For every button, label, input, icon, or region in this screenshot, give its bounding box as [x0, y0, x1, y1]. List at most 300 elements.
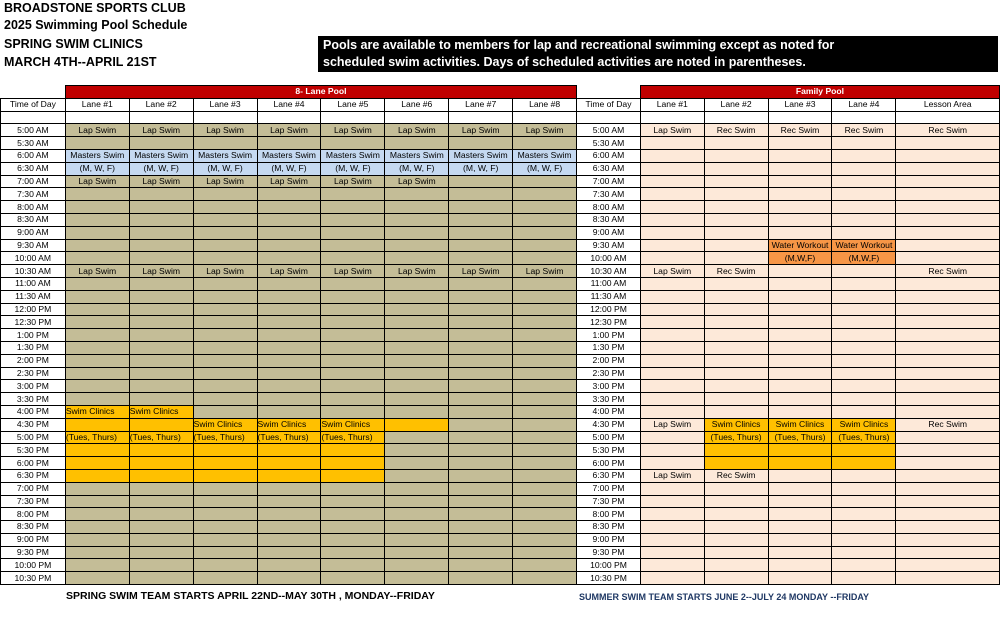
- time-cell: 1:00 PM: [1, 329, 66, 342]
- family-lane-cell: [768, 290, 832, 303]
- lane-cell: [257, 380, 321, 393]
- lane-cell: [193, 239, 257, 252]
- family-lane-cell: [704, 508, 768, 521]
- lane-cell: (Tues, Thurs): [257, 431, 321, 444]
- blank-cell: [321, 111, 385, 124]
- lane-cell: [321, 277, 385, 290]
- lane-cell: [65, 533, 129, 546]
- schedule-table: [0, 85, 1000, 585]
- lane-cell: Lap Swim: [321, 175, 385, 188]
- schedule-row: [1, 572, 1000, 585]
- family-lane-cell: [704, 162, 768, 175]
- lane-cell: [385, 405, 449, 418]
- family-lane-cell: [704, 380, 768, 393]
- lane-cell: [321, 239, 385, 252]
- schedule-row: [1, 188, 1000, 201]
- lane-cell: [449, 572, 513, 585]
- family-lane-cell: [640, 495, 704, 508]
- family-lane-cell: [640, 482, 704, 495]
- lane-cell: [257, 316, 321, 329]
- time-cell: 8:00 AM: [577, 201, 641, 214]
- time-cell: 1:30 PM: [577, 341, 641, 354]
- time-cell: 3:30 PM: [577, 393, 641, 406]
- lane-cell: [449, 444, 513, 457]
- lane-cell: [513, 252, 577, 265]
- family-lane-cell: Rec Swim: [704, 265, 768, 278]
- lane-cell: [129, 508, 193, 521]
- family-lane-cell: [896, 201, 1000, 214]
- lane-cell: [449, 457, 513, 470]
- time-cell: 9:00 PM: [577, 533, 641, 546]
- lane-header: Lane #1: [65, 98, 129, 111]
- family-lane-cell: [896, 316, 1000, 329]
- family-lane-cell: Rec Swim: [896, 418, 1000, 431]
- schedule-row: [1, 303, 1000, 316]
- lane-cell: [385, 380, 449, 393]
- time-cell: 7:00 AM: [577, 175, 641, 188]
- lane-cell: [321, 482, 385, 495]
- date-range: MARCH 4TH--APRIL 21ST: [4, 55, 157, 69]
- family-lane-header: Lane #2: [704, 98, 768, 111]
- family-lane-cell: [896, 329, 1000, 342]
- lane-cell: [129, 469, 193, 482]
- lane-cell: [129, 277, 193, 290]
- lane-cell: [513, 380, 577, 393]
- lane-cell: [385, 213, 449, 226]
- family-lane-cell: [704, 354, 768, 367]
- lane-cell: [257, 341, 321, 354]
- lane-cell: [257, 508, 321, 521]
- time-cell: 3:00 PM: [1, 380, 66, 393]
- lane-cell: [385, 252, 449, 265]
- lane-cell: [385, 469, 449, 482]
- schedule-title: 2025 Swimming Pool Schedule: [4, 18, 188, 32]
- family-lane-cell: [832, 175, 896, 188]
- family-lane-cell: [768, 226, 832, 239]
- lane-cell: [449, 469, 513, 482]
- family-lane-cell: [640, 290, 704, 303]
- family-lane-cell: [832, 290, 896, 303]
- schedule-row: [1, 444, 1000, 457]
- lane-cell: [193, 380, 257, 393]
- lane-cell: Lap Swim: [129, 124, 193, 137]
- family-lane-cell: [640, 329, 704, 342]
- lane-header: Lane #6: [385, 98, 449, 111]
- family-lane-cell: [704, 559, 768, 572]
- lane-cell: Lap Swim: [193, 124, 257, 137]
- lane-cell: [257, 405, 321, 418]
- lane-cell: Masters Swim: [321, 149, 385, 162]
- family-lane-cell: [896, 137, 1000, 150]
- lane-cell: Lap Swim: [513, 124, 577, 137]
- lane-cell: [257, 354, 321, 367]
- lane-cell: [257, 290, 321, 303]
- lane-cell: Swim Clinics: [65, 405, 129, 418]
- lane-cell: [449, 482, 513, 495]
- schedule-row: [1, 329, 1000, 342]
- family-lane-cell: [832, 572, 896, 585]
- lane-cell: [449, 239, 513, 252]
- lane-header: Lane #3: [193, 98, 257, 111]
- lane-cell: [385, 137, 449, 150]
- schedule-row: [1, 354, 1000, 367]
- blank-cell: [704, 111, 768, 124]
- time-cell: 7:30 PM: [577, 495, 641, 508]
- family-lane-cell: [832, 508, 896, 521]
- lane-cell: [385, 482, 449, 495]
- lane-cell: [129, 329, 193, 342]
- lane-cell: [129, 252, 193, 265]
- time-cell: 12:00 PM: [1, 303, 66, 316]
- family-lane-cell: [768, 162, 832, 175]
- lane-cell: [129, 444, 193, 457]
- lane-cell: [65, 393, 129, 406]
- notice-line-1: Pools are available to members for lap and recreational swimming except as noted for: [323, 38, 835, 52]
- family-lane-cell: (Tues, Thurs): [768, 431, 832, 444]
- family-lane-cell: [832, 405, 896, 418]
- time-cell: 8:30 AM: [577, 213, 641, 226]
- family-lane-cell: [640, 405, 704, 418]
- family-lane-cell: [704, 290, 768, 303]
- family-lane-cell: [832, 482, 896, 495]
- lane-cell: [65, 290, 129, 303]
- family-lane-cell: [768, 546, 832, 559]
- time-cell: 9:30 AM: [1, 239, 66, 252]
- lane-cell: [65, 572, 129, 585]
- lane-cell: [321, 137, 385, 150]
- family-lane-cell: [896, 559, 1000, 572]
- time-cell: 5:00 AM: [577, 124, 641, 137]
- lane-cell: [193, 482, 257, 495]
- lane-cell: [129, 201, 193, 214]
- lane-cell: [513, 469, 577, 482]
- lane-cell: [193, 367, 257, 380]
- schedule-row: [1, 380, 1000, 393]
- family-lane-header: Lane #3: [768, 98, 832, 111]
- lane-cell: (Tues, Thurs): [321, 431, 385, 444]
- blank-cell: [640, 111, 704, 124]
- lane-cell: [449, 341, 513, 354]
- lane-cell: [257, 457, 321, 470]
- lane-cell: (M, W, F): [513, 162, 577, 175]
- lane-cell: [513, 277, 577, 290]
- lane-cell: [449, 533, 513, 546]
- family-lane-cell: [832, 469, 896, 482]
- lane-cell: [385, 508, 449, 521]
- family-lane-cell: [640, 521, 704, 534]
- lane-cell: [193, 226, 257, 239]
- family-lane-cell: [896, 508, 1000, 521]
- family-lane-cell: [896, 213, 1000, 226]
- time-cell: 6:30 AM: [1, 162, 66, 175]
- lane-cell: [449, 188, 513, 201]
- lane-cell: [449, 521, 513, 534]
- lane-cell: [513, 137, 577, 150]
- family-lane-cell: [768, 329, 832, 342]
- lane-cell: (M, W, F): [193, 162, 257, 175]
- family-lane-cell: [640, 188, 704, 201]
- family-lane-cell: (Tues, Thurs): [832, 431, 896, 444]
- lane-cell: [321, 444, 385, 457]
- lane-cell: [449, 252, 513, 265]
- lane-cell: [257, 393, 321, 406]
- time-cell: 3:30 PM: [1, 393, 66, 406]
- schedule-row: [1, 226, 1000, 239]
- family-lane-cell: Water Workout: [768, 239, 832, 252]
- lane-cell: Lap Swim: [449, 265, 513, 278]
- lane-header: Lane #4: [257, 98, 321, 111]
- time-cell: 7:30 AM: [1, 188, 66, 201]
- family-lane-cell: [832, 226, 896, 239]
- lane-cell: [385, 572, 449, 585]
- time-cell: 5:30 PM: [1, 444, 66, 457]
- lane-cell: [385, 277, 449, 290]
- family-lane-cell: [768, 277, 832, 290]
- lane-cell: [257, 226, 321, 239]
- lane-cell: [129, 316, 193, 329]
- time-cell: 7:30 PM: [1, 495, 66, 508]
- lane-cell: [513, 405, 577, 418]
- time-cell: 11:30 AM: [577, 290, 641, 303]
- lane-cell: [193, 201, 257, 214]
- lane-cell: [385, 341, 449, 354]
- time-cell: 6:00 AM: [1, 149, 66, 162]
- schedule-row: [1, 508, 1000, 521]
- blank-cell: [449, 111, 513, 124]
- lane-cell: [321, 469, 385, 482]
- lane-cell: [385, 393, 449, 406]
- lane-cell: [321, 303, 385, 316]
- time-cell: 11:00 AM: [1, 277, 66, 290]
- family-lane-cell: [768, 521, 832, 534]
- lane-cell: [513, 201, 577, 214]
- spring-team-note: SPRING SWIM TEAM STARTS APRIL 22ND--MAY 30TH , MONDAY--FRIDAY: [66, 590, 435, 602]
- blank-cell: [577, 111, 641, 124]
- lane-cell: [513, 431, 577, 444]
- family-lane-cell: [640, 239, 704, 252]
- family-lane-cell: [832, 188, 896, 201]
- lane-cell: Lap Swim: [257, 175, 321, 188]
- lane-cell: [257, 572, 321, 585]
- lane-cell: [65, 469, 129, 482]
- lane-cell: [65, 354, 129, 367]
- spacer-cell: [577, 86, 641, 99]
- lane-cell: [321, 213, 385, 226]
- schedule-row: [1, 124, 1000, 137]
- lane-cell: [129, 303, 193, 316]
- schedule-row: [1, 149, 1000, 162]
- family-lane-cell: [832, 457, 896, 470]
- lane-cell: Lap Swim: [129, 265, 193, 278]
- lane-cell: [65, 341, 129, 354]
- lane-cell: [449, 495, 513, 508]
- time-cell: 4:00 PM: [577, 405, 641, 418]
- family-lane-cell: [640, 226, 704, 239]
- family-lane-cell: [768, 482, 832, 495]
- family-lane-cell: [896, 380, 1000, 393]
- family-lane-cell: [640, 457, 704, 470]
- time-cell: 3:00 PM: [577, 380, 641, 393]
- family-lane-cell: [768, 137, 832, 150]
- family-lane-cell: (Tues, Thurs): [704, 431, 768, 444]
- lane-cell: Masters Swim: [449, 149, 513, 162]
- family-lane-cell: [704, 252, 768, 265]
- schedule-row: [1, 137, 1000, 150]
- time-cell: 10:30 AM: [1, 265, 66, 278]
- family-lane-cell: Rec Swim: [832, 124, 896, 137]
- lane-cell: [129, 418, 193, 431]
- lane-cell: [385, 444, 449, 457]
- time-cell: 8:00 AM: [1, 201, 66, 214]
- family-lane-cell: [896, 393, 1000, 406]
- time-cell: 5:30 AM: [1, 137, 66, 150]
- lane-cell: [321, 546, 385, 559]
- family-lane-cell: [704, 137, 768, 150]
- lane-cell: Swim Clinics: [129, 405, 193, 418]
- family-lane-cell: [704, 341, 768, 354]
- lane-cell: [385, 329, 449, 342]
- lane-cell: [513, 367, 577, 380]
- lane-cell: [193, 290, 257, 303]
- lane-cell: [65, 521, 129, 534]
- family-lane-cell: Swim Clinics: [704, 418, 768, 431]
- lane-cell: [65, 495, 129, 508]
- lane-cell: (Tues, Thurs): [193, 431, 257, 444]
- family-lane-cell: [640, 572, 704, 585]
- lane-cell: [257, 188, 321, 201]
- lane-cell: [513, 213, 577, 226]
- club-name: BROADSTONE SPORTS CLUB: [4, 1, 186, 15]
- family-lane-header: Lesson Area: [896, 98, 1000, 111]
- lane-cell: [321, 533, 385, 546]
- schedule-row: [1, 277, 1000, 290]
- family-lane-cell: [896, 149, 1000, 162]
- blank-cell: [1, 111, 66, 124]
- family-lane-cell: [640, 367, 704, 380]
- lane-cell: [193, 137, 257, 150]
- time-cell: 12:00 PM: [577, 303, 641, 316]
- family-lane-cell: [704, 495, 768, 508]
- family-lane-cell: [768, 354, 832, 367]
- lane-cell: [257, 239, 321, 252]
- time-cell: 11:30 AM: [1, 290, 66, 303]
- time-cell: 12:30 PM: [1, 316, 66, 329]
- lane-cell: (Tues, Thurs): [129, 431, 193, 444]
- family-pool-title: Family Pool: [640, 86, 999, 99]
- family-lane-cell: [704, 444, 768, 457]
- family-lane-cell: [640, 175, 704, 188]
- family-lane-cell: [768, 380, 832, 393]
- schedule-row: [1, 201, 1000, 214]
- family-lane-cell: [704, 533, 768, 546]
- family-lane-cell: [832, 265, 896, 278]
- family-lane-cell: [704, 367, 768, 380]
- family-lane-cell: [640, 341, 704, 354]
- time-cell: 11:00 AM: [577, 277, 641, 290]
- lane-cell: [193, 213, 257, 226]
- time-cell: 2:00 PM: [577, 354, 641, 367]
- family-lane-cell: [704, 393, 768, 406]
- family-lane-cell: [704, 149, 768, 162]
- family-lane-cell: Rec Swim: [704, 124, 768, 137]
- family-lane-cell: [768, 341, 832, 354]
- time-cell: 2:00 PM: [1, 354, 66, 367]
- time-cell: 2:30 PM: [577, 367, 641, 380]
- lane-cell: (M, W, F): [257, 162, 321, 175]
- family-lane-cell: [896, 469, 1000, 482]
- family-lane-cell: [832, 341, 896, 354]
- lane-cell: [129, 521, 193, 534]
- lane-cell: (M, W, F): [65, 162, 129, 175]
- family-lane-cell: [768, 367, 832, 380]
- family-lane-cell: [640, 277, 704, 290]
- schedule-row: [1, 495, 1000, 508]
- family-lane-cell: Lap Swim: [640, 469, 704, 482]
- lane-cell: [257, 329, 321, 342]
- family-lane-cell: [896, 226, 1000, 239]
- lane-header: Lane #7: [449, 98, 513, 111]
- lane-cell: [65, 226, 129, 239]
- time-cell: 1:00 PM: [577, 329, 641, 342]
- lane-cell: Swim Clinics: [193, 418, 257, 431]
- notice-line-2: scheduled swim activities. Days of scheduled activities are noted in parentheses.: [323, 55, 806, 69]
- family-lane-cell: [832, 201, 896, 214]
- family-lane-cell: [640, 380, 704, 393]
- blank-cell: [193, 111, 257, 124]
- family-lane-cell: [704, 226, 768, 239]
- lane-cell: [321, 495, 385, 508]
- schedule-row: [1, 367, 1000, 380]
- lane-cell: [193, 508, 257, 521]
- lane-cell: [449, 316, 513, 329]
- schedule-row: [1, 469, 1000, 482]
- family-lane-cell: [640, 393, 704, 406]
- lane-cell: [385, 418, 449, 431]
- lane-cell: [385, 201, 449, 214]
- lane-cell: [449, 303, 513, 316]
- lane-cell: [385, 546, 449, 559]
- family-lane-cell: [896, 162, 1000, 175]
- family-lane-header: Lane #4: [832, 98, 896, 111]
- family-lane-cell: [832, 393, 896, 406]
- lane-cell: [257, 482, 321, 495]
- schedule-row: [1, 405, 1000, 418]
- lane-cell: [385, 457, 449, 470]
- lane-cell: Lap Swim: [65, 175, 129, 188]
- family-lane-cell: [704, 188, 768, 201]
- lane-cell: [65, 380, 129, 393]
- blank-cell: [257, 111, 321, 124]
- family-lane-cell: [704, 546, 768, 559]
- lane-cell: [321, 341, 385, 354]
- lane-cell: Lap Swim: [513, 265, 577, 278]
- lane-cell: Lap Swim: [385, 124, 449, 137]
- lane-cell: [257, 469, 321, 482]
- schedule-row: [1, 393, 1000, 406]
- time-cell: 7:00 PM: [577, 482, 641, 495]
- family-lane-cell: [704, 457, 768, 470]
- lane-cell: [513, 495, 577, 508]
- family-lane-cell: [832, 277, 896, 290]
- lane-cell: [321, 367, 385, 380]
- schedule-row: [1, 341, 1000, 354]
- lane-cell: [65, 329, 129, 342]
- schedule-row: [1, 559, 1000, 572]
- family-lane-cell: [704, 521, 768, 534]
- lane-cell: [513, 226, 577, 239]
- lane-cell: [513, 316, 577, 329]
- lane-cell: [513, 572, 577, 585]
